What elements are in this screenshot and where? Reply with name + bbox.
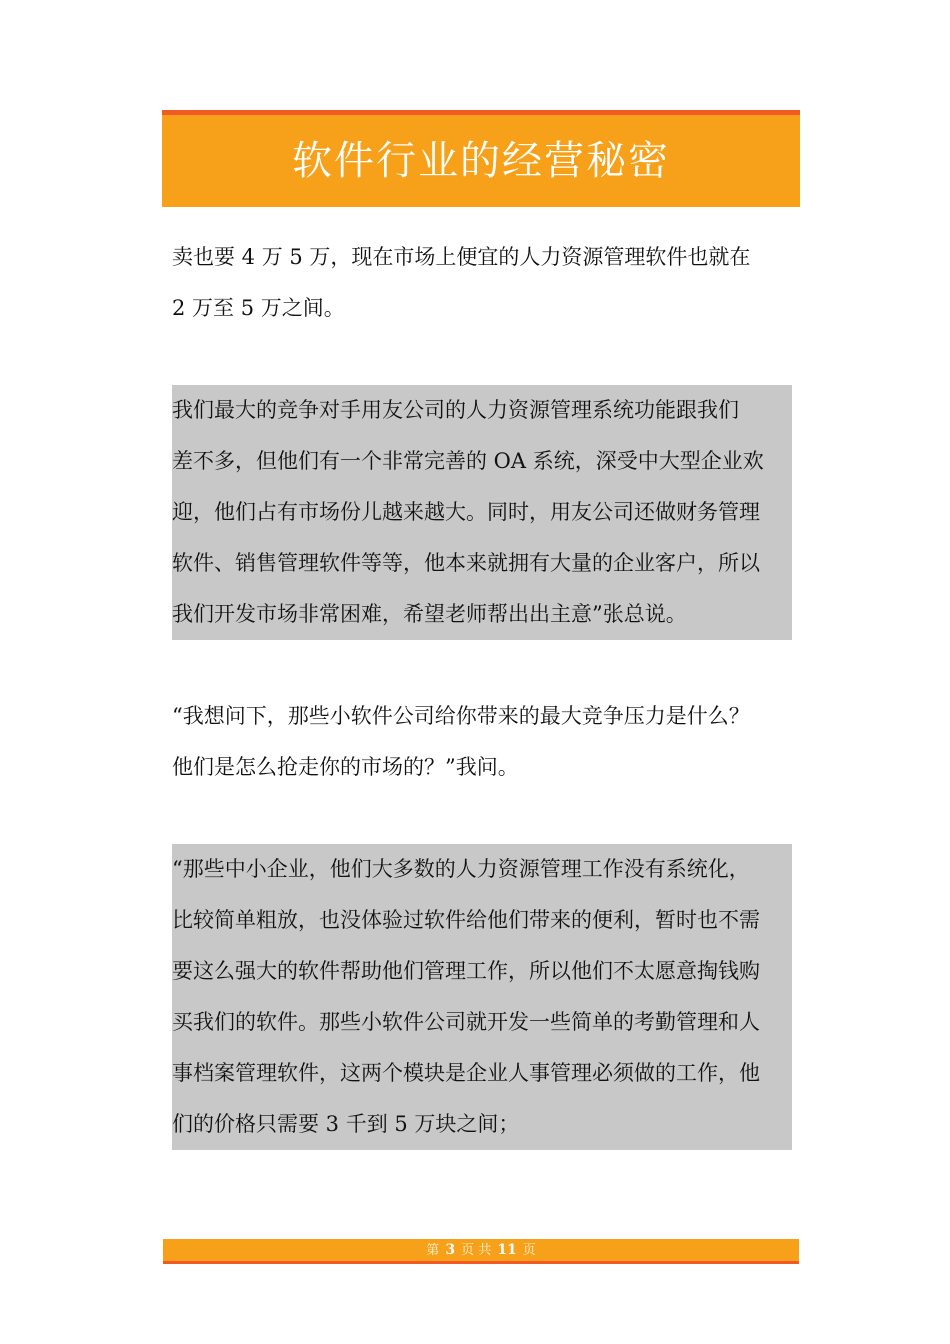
text-line: “那些中小企业，他们大多数的人力资源管理工作没有系统化， (172, 844, 792, 895)
paragraph (172, 691, 792, 793)
text-line: 卖也要 4 万 5 万，现在市场上便宜的人力资源管理软件也就在 (172, 245, 751, 269)
total-pages-number: 11 (497, 1242, 517, 1258)
document-title: 软件行业的经营秘密 (292, 138, 670, 184)
text-line: 买我们的软件。那些小软件公司就开发一些简单的考勤管理和人 (172, 997, 792, 1048)
text-line: 我们最大的竞争对手用友公司的人力资源管理系统功能跟我们 (172, 385, 792, 436)
footer-suffix: 页 (522, 1243, 536, 1258)
text-line: 们的价格只需要 3 千到 5 万块之间； (172, 1099, 792, 1150)
footer-middle: 页 共 (461, 1243, 492, 1258)
document-body (172, 232, 792, 1150)
footer-prefix: 第 (426, 1243, 440, 1258)
document-header-banner (162, 110, 800, 207)
highlighted-paragraph (172, 385, 792, 640)
current-page-number: 3 (445, 1242, 456, 1258)
paragraph (172, 232, 792, 334)
text-line: 软件、销售管理软件等等，他本来就拥有大量的企业客户，所以 (172, 538, 792, 589)
text-line: 迎，他们占有市场份儿越来越大。同时，用友公司还做财务管理 (172, 487, 792, 538)
highlighted-paragraph (172, 844, 792, 1150)
text-line: 他们是怎么抢走你的市场的？”我问。 (172, 755, 519, 779)
page-footer (163, 1239, 799, 1264)
text-line: 比较简单粗放，也没体验过软件给他们带来的便利，暂时也不需 (172, 895, 792, 946)
text-line: 差不多，但他们有一个非常完善的 OA 系统，深受中大型企业欢 (172, 436, 792, 487)
text-line: 要这么强大的软件帮助他们管理工作，所以他们不太愿意掏钱购 (172, 946, 792, 997)
text-line: 2 万至 5 万之间。 (172, 296, 345, 320)
text-line: 我们开发市场非常困难，希望老师帮出出主意”张总说。 (172, 589, 792, 640)
text-line: 事档案管理软件，这两个模块是企业人事管理必须做的工作，他 (172, 1048, 792, 1099)
text-line: “我想问下，那些小软件公司给你带来的最大竞争压力是什么？ (172, 704, 750, 728)
